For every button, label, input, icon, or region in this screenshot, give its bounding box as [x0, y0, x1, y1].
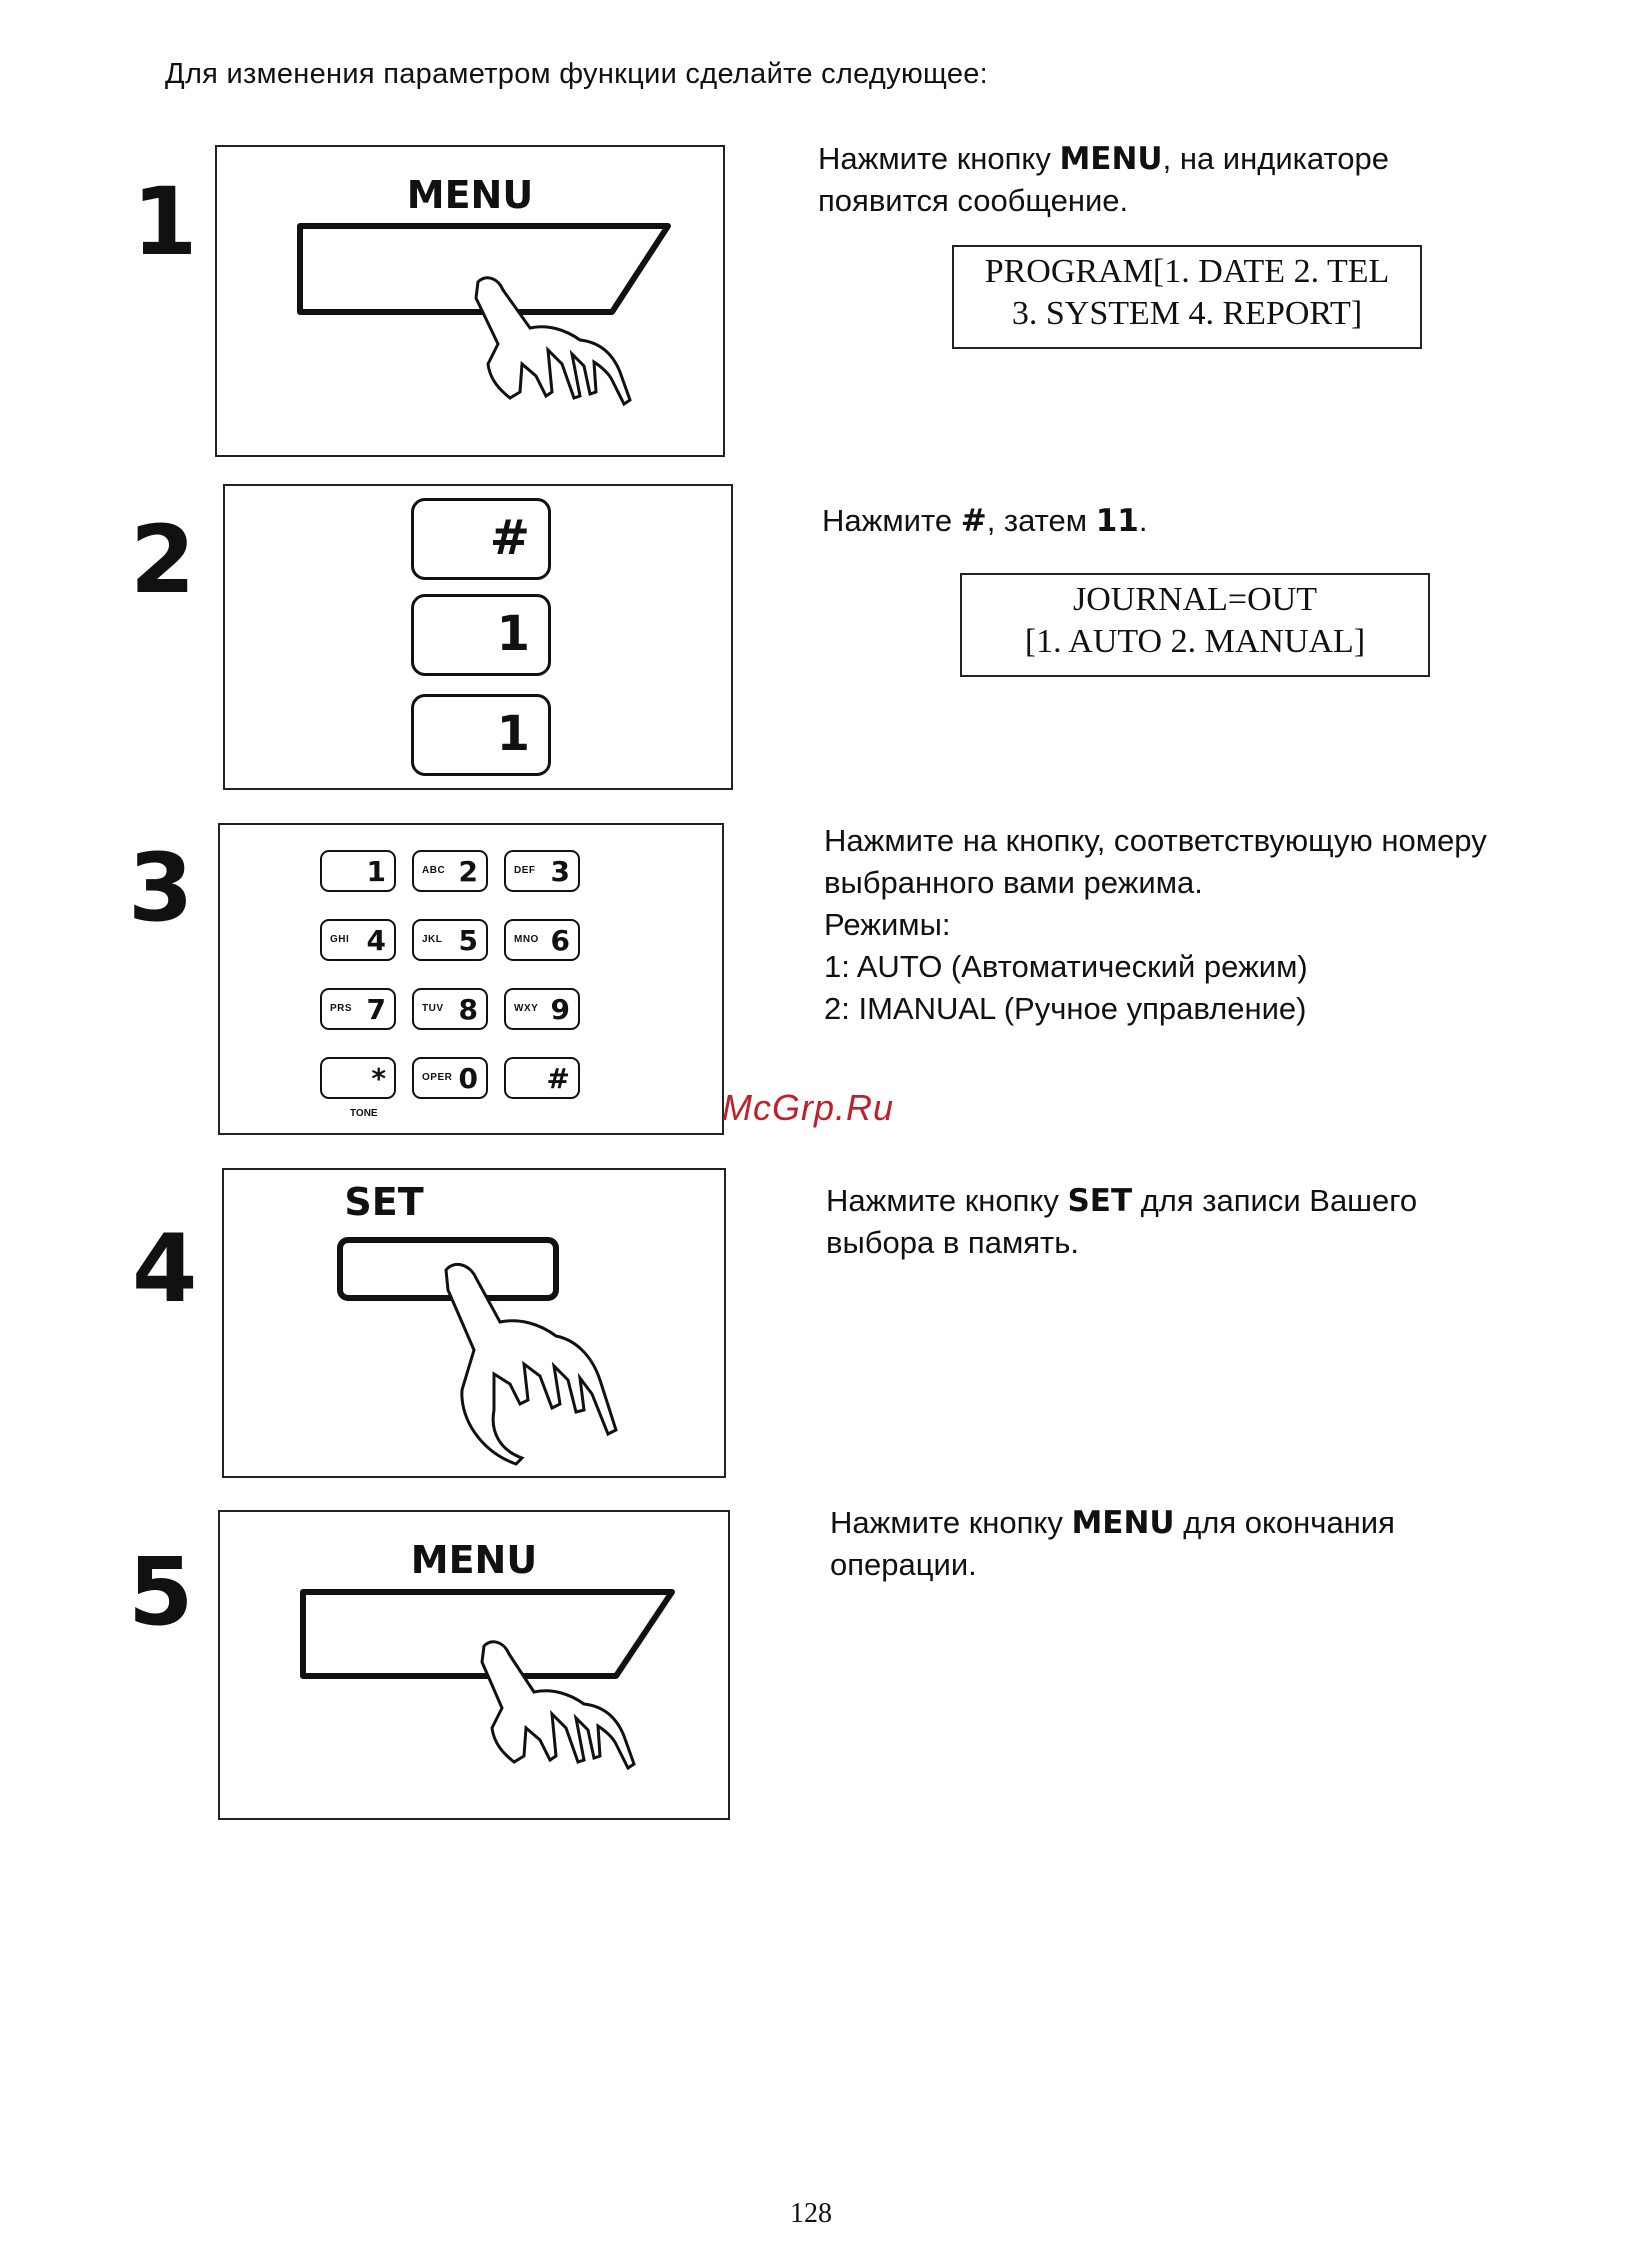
display-line-1: PROGRAM[1. DATE 2. TEL [984, 253, 1390, 290]
menu-label: MENU [406, 173, 534, 217]
display-line-2: [1. AUTO 2. MANUAL] [1024, 623, 1366, 660]
instr-text: Нажмите кнопку [826, 1183, 1068, 1218]
keypad-key-letters: GHI [330, 934, 350, 945]
instr-text: Нажмите кнопку [830, 1505, 1072, 1540]
keypad-key-digit: 9 [550, 993, 570, 1026]
keypad-key-digit: 3 [550, 855, 570, 888]
key-1: 1 [411, 594, 551, 676]
keypad-key-digit: 7 [366, 993, 386, 1026]
keypad-key-digit: 1 [366, 855, 386, 888]
instr-bold: # [960, 503, 987, 539]
instr-text: Нажмите [822, 503, 961, 538]
keypad-key-digit: * [371, 1062, 386, 1095]
keypad-key-letters: MNO [514, 934, 539, 945]
menu-label: MENU [410, 1538, 538, 1582]
keypad-key-digit: 2 [458, 855, 478, 888]
keypad-key-digit: # [546, 1062, 570, 1095]
step-5-number: 5 [128, 1538, 194, 1647]
instr-bold: MENU [1059, 141, 1163, 177]
keypad-key-letters: WXY [514, 1003, 539, 1014]
mode-2: 2: IMANUAL (Ручное управление) [824, 991, 1307, 1026]
keypad-key-letters: DEF [514, 865, 536, 876]
hash-key: # [411, 498, 551, 580]
tone-label: TONE [350, 1108, 378, 1119]
keypad-key-letters: OPER [422, 1072, 453, 1083]
keypad-key-digit: 4 [366, 924, 386, 957]
set-label: SET [344, 1180, 424, 1224]
keypad-key-digit: 5 [458, 924, 478, 957]
keypad-key-digit: 0 [458, 1062, 478, 1095]
instr-text: . [1138, 503, 1148, 538]
keypad-key-digit: 6 [550, 924, 570, 957]
keypad-key-letters: TUV [422, 1003, 444, 1014]
display-line-2: 3. SYSTEM 4. REPORT] [1011, 295, 1363, 332]
step-3-number: 3 [128, 834, 194, 943]
instr-bold: 11 [1095, 503, 1139, 539]
instr-text: Нажмите на кнопку, соответствующую номеру выбранного вами режима. [824, 823, 1487, 900]
intro-text: Для изменения параметром функции сделайте следующее: [165, 58, 989, 90]
keypad-key-digit: 8 [458, 993, 478, 1026]
keypad-key-letters: JKL [422, 934, 443, 945]
step-2-number: 2 [130, 506, 196, 615]
instr-bold: MENU [1071, 1505, 1175, 1541]
instr-text: , затем [986, 503, 1096, 538]
step-4-number: 4 [132, 1215, 198, 1324]
display-line-1: JOURNAL=OUT [1073, 581, 1317, 618]
mode-1: 1: AUTO (Автоматический режим) [824, 949, 1308, 984]
instr-bold: SET [1067, 1183, 1133, 1219]
step-5-instruction [830, 1502, 1530, 1586]
instr-text: для записи Вашего выбора в память. [826, 1183, 1418, 1260]
instr-text: для окончания операции. [830, 1505, 1395, 1582]
keypad-key-letters: ABC [422, 865, 446, 876]
watermark: McGrp.Ru [722, 1087, 895, 1128]
instr-text: , на индикаторе появится сообщение. [818, 141, 1390, 218]
page-number: 128 [790, 2198, 832, 2229]
key-1: 1 [411, 694, 551, 776]
step-1-number: 1 [132, 168, 198, 277]
instr-text: Нажмите кнопку [818, 141, 1060, 176]
keypad-key-letters: PRS [330, 1003, 353, 1014]
modes-title: Режимы: [824, 907, 951, 942]
